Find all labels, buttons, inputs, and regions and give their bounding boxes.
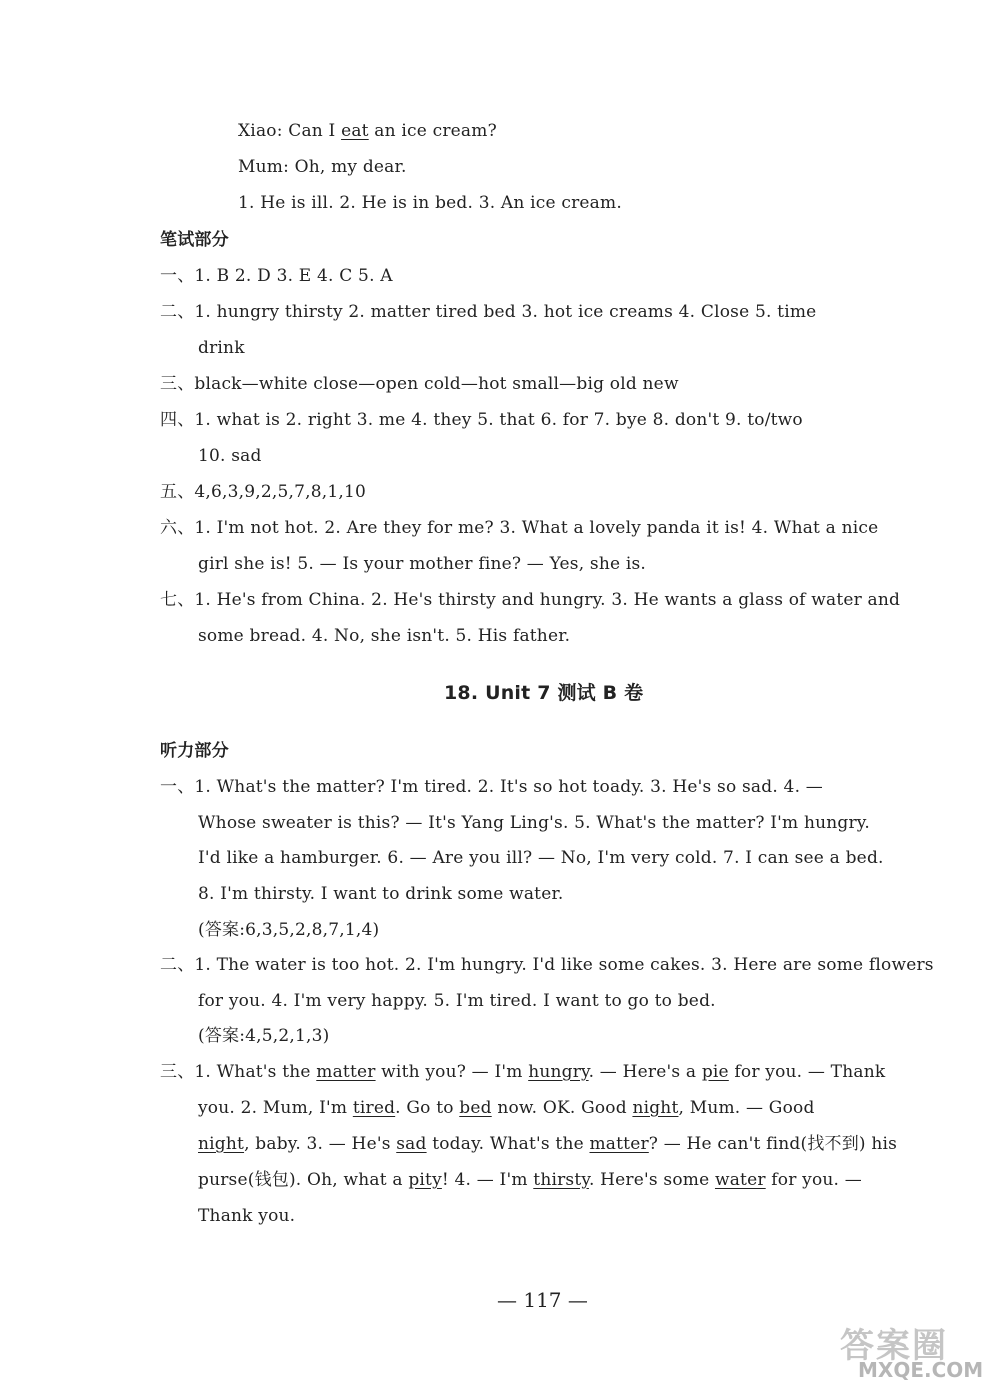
text: with you? — I'm (375, 1062, 529, 1082)
underlined-word: night (198, 1134, 245, 1154)
listening-p3-line3 (198, 1132, 897, 1156)
watermark-logo-text: 答案圈 (840, 1326, 948, 1366)
text: now. OK. Good (491, 1098, 633, 1118)
listening-p3-line4 (198, 1168, 862, 1192)
written-q2-line1: 二、1. hungry thirsty 2. matter tired bed 3. hot ice creams 4. Close 5. time (160, 302, 817, 322)
underlined-word: bed (459, 1098, 492, 1118)
text: , baby. 3. — He's (244, 1134, 397, 1154)
written-q7-line1: 七、1. He's from China. 2. He's thirsty and hungry. 3. He wants a glass of water and (160, 590, 901, 610)
page-number: — 117 — (497, 1288, 588, 1312)
listening-p3-line1 (160, 1060, 885, 1084)
underlined-word: pie (701, 1062, 729, 1082)
text: for you. — (765, 1170, 862, 1190)
underlined-word: tired (352, 1098, 396, 1118)
watermark-url: MXQE.COM (858, 1358, 984, 1382)
underlined-word: matter (316, 1062, 376, 1082)
section-title: 18. Unit 7 测试 B 卷 (444, 682, 644, 704)
text: Xiao: Can I (238, 121, 342, 141)
text: purse(钱包). Oh, what a (198, 1170, 409, 1190)
text: ! 4. — I'm (441, 1170, 534, 1190)
answer-line: 1. He is ill. 2. He is in bed. 3. An ice cream. (238, 193, 622, 213)
text: , Mum. — Good (678, 1098, 815, 1118)
underlined-word: eat (341, 121, 369, 141)
dialogue-line-xiao (238, 119, 497, 143)
written-q7-line2: some bread. 4. No, she isn't. 5. His father. (198, 626, 571, 646)
underlined-word: night (632, 1098, 679, 1118)
text: 三、1. What's the (160, 1062, 317, 1082)
underlined-word: pity (408, 1170, 442, 1190)
listening-p2-line1: 二、1. The water is too hot. 2. I'm hungry. I'd like some cakes. 3. Here are some flowers (160, 955, 934, 975)
underlined-word: matter (589, 1134, 649, 1154)
written-section-header: 笔试部分 (160, 230, 229, 250)
written-q4-line1: 四、1. what is 2. right 3. me 4. they 5. that 6. for 7. bye 8. don't 9. to/two (160, 410, 803, 430)
listening-p1-answer: (答案:6,3,5,2,8,7,1,4) (198, 920, 380, 940)
underlined-word: hungry (528, 1062, 589, 1082)
written-q1: 一、1. B 2. D 3. E 4. C 5. A (160, 266, 393, 286)
text: . Go to (395, 1098, 460, 1118)
listening-p1-line2: Whose sweater is this? — It's Yang Ling's. 5. What's the matter? I'm hungry. (198, 813, 870, 833)
written-q2-line2: drink (198, 338, 245, 358)
watermark-logo (840, 1318, 990, 1384)
dialogue-line-mum: Mum: Oh, my dear. (238, 157, 407, 177)
written-q3: 三、black—white close—open cold—hot small—big old new (160, 374, 679, 394)
listening-p3-line2 (198, 1096, 815, 1120)
text: ? — He can't find(找不到) his (648, 1134, 898, 1154)
written-q4-line2: 10. sad (198, 446, 262, 466)
text: for you. — Thank (728, 1062, 886, 1082)
listening-p1-line3: I'd like a hamburger. 6. — Are you ill? — No, I'm very cold. 7. I can see a bed. (198, 848, 884, 868)
text: . — Here's a (588, 1062, 702, 1082)
listening-section-header: 听力部分 (160, 741, 229, 761)
listening-p3-line5: Thank you. (198, 1206, 296, 1226)
listening-p1-line4: 8. I'm thirsty. I want to drink some water. (198, 884, 564, 904)
underlined-word: sad (396, 1134, 427, 1154)
underlined-word: water (714, 1170, 766, 1190)
text: you. 2. Mum, I'm (198, 1098, 353, 1118)
text: . Here's some (588, 1170, 715, 1190)
listening-p2-answer: (答案:4,5,2,1,3) (198, 1026, 330, 1046)
written-q6-line2: girl she is! 5. — Is your mother fine? — Yes, she is. (198, 554, 647, 574)
listening-p1-line1: 一、1. What's the matter? I'm tired. 2. It's so hot toady. 3. He's so sad. 4. — (160, 777, 823, 797)
underlined-word: thirsty (533, 1170, 589, 1190)
listening-p2-line2: for you. 4. I'm very happy. 5. I'm tired. I want to go to bed. (198, 991, 716, 1011)
written-q5: 五、4,6,3,9,2,5,7,8,1,10 (160, 482, 367, 502)
written-q6-line1: 六、1. I'm not hot. 2. Are they for me? 3. What a lovely panda it is! 4. What a nice (160, 518, 879, 538)
text: today. What's the (426, 1134, 590, 1154)
text: an ice cream? (368, 121, 497, 141)
